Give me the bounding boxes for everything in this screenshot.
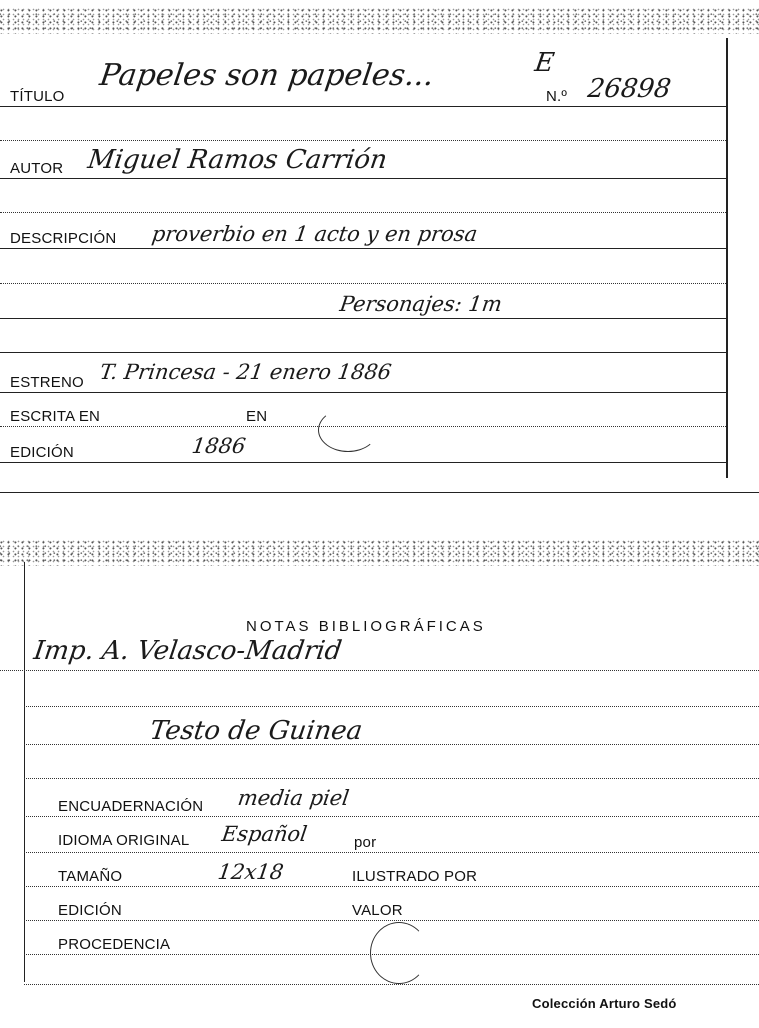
note-imprenta: Imp. A. Velasco-Madrid [31, 636, 344, 666]
card-left-border [24, 562, 25, 982]
rule [0, 248, 726, 249]
rule [24, 886, 759, 887]
idioma-label: IDIOMA ORIGINAL [58, 832, 190, 849]
rule [0, 212, 726, 213]
autor-value: Miguel Ramos Carrión [85, 145, 389, 175]
rule [0, 283, 726, 284]
estreno-label: ESTRENO [10, 374, 84, 391]
tamano-value: 12x18 [216, 860, 285, 884]
notas-heading: NOTAS BIBLIOGRÁFICAS [246, 618, 486, 635]
idioma-value: Español [220, 822, 309, 846]
card-top-edge [0, 8, 759, 34]
note-procedencia: Testo de Guinea [147, 716, 365, 746]
rule [24, 816, 759, 817]
descripcion-value: proverbio en 1 acto y en prosa [150, 222, 479, 246]
edicion-value: 1886 [190, 434, 248, 458]
rule [24, 984, 759, 985]
por-label: por [354, 834, 377, 851]
escrita-label: ESCRITA EN [10, 408, 101, 425]
en-label: EN [246, 408, 268, 425]
titulo-value: Papeles son papeles... [97, 58, 437, 93]
rule [24, 778, 759, 779]
library-stamp [370, 922, 428, 984]
edicion-label: EDICIÓN [10, 444, 74, 461]
rule [24, 744, 759, 745]
rule [0, 352, 726, 353]
rule [0, 140, 726, 141]
procedencia-label: PROCEDENCIA [58, 936, 171, 953]
rule [0, 492, 759, 493]
series-mark: E [532, 48, 557, 78]
rule [0, 392, 726, 393]
titulo-label: TÍTULO [10, 88, 65, 105]
rule [24, 920, 759, 921]
numero-value: 26898 [585, 74, 673, 104]
rule [24, 852, 759, 853]
collection-footer: Colección Arturo Sedó [532, 996, 677, 1011]
rule [24, 954, 759, 955]
rule [0, 178, 726, 179]
numero-label: N.º [546, 88, 568, 105]
card-top-edge [0, 540, 759, 566]
encuadernacion-value: media piel [236, 786, 351, 810]
rule [24, 706, 759, 707]
encuadernacion-label: ENCUADERNACIÓN [58, 798, 204, 815]
ilustrado-label: ILUSTRADO POR [352, 868, 478, 885]
rule [0, 462, 726, 463]
personajes-value: Personajes: 1m [338, 292, 504, 316]
edicion-label: EDICIÓN [58, 902, 122, 919]
rule [0, 318, 726, 319]
valor-label: VALOR [352, 902, 403, 919]
tamano-label: TAMAÑO [58, 868, 123, 885]
estreno-value: T. Princesa - 21 enero 1886 [98, 360, 393, 384]
card-right-border [726, 38, 728, 478]
autor-label: AUTOR [10, 160, 64, 177]
library-stamp [318, 408, 378, 452]
descripcion-label: DESCRIPCIÓN [10, 230, 117, 247]
rule [0, 670, 759, 671]
catalog-card-front [0, 0, 759, 495]
catalog-card-back [0, 540, 759, 1028]
rule [0, 106, 726, 107]
